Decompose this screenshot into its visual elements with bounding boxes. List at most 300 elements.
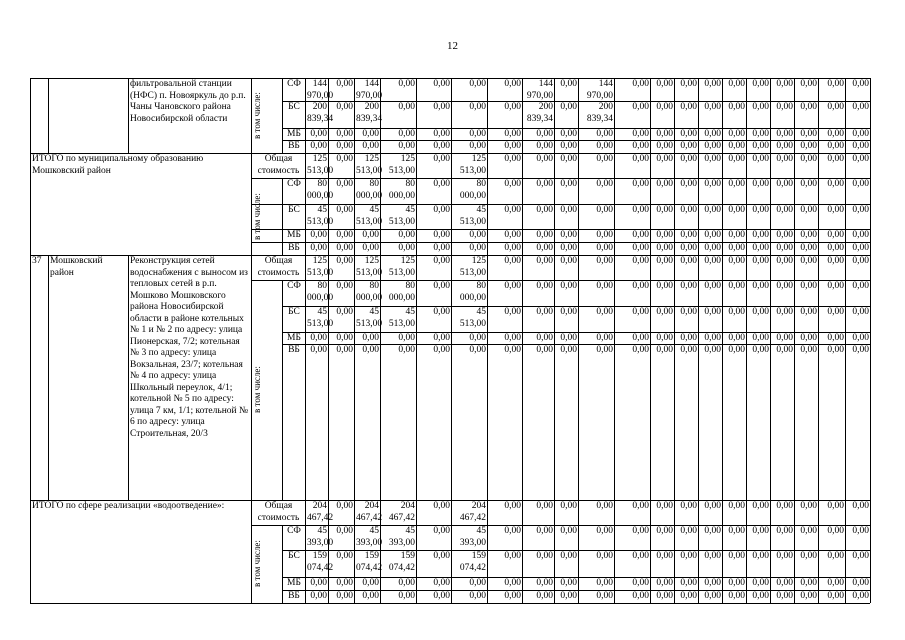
bs-row-value: 0,00 bbox=[776, 551, 793, 561]
vb-row-value: 0,00 bbox=[704, 141, 721, 151]
vb-row-value: 0,00 bbox=[310, 141, 327, 151]
sf-row-value: 0,00 bbox=[728, 179, 745, 189]
mb-row-value: 0,00 bbox=[827, 230, 844, 240]
mb-row-value: 0,00 bbox=[336, 578, 353, 588]
sf-row-value: 0,00 bbox=[560, 79, 577, 89]
bs-row-value: 0,00 bbox=[632, 551, 649, 561]
sf-row-value: 0,00 bbox=[596, 281, 613, 291]
source-label: БС bbox=[288, 551, 300, 561]
total-row-value: 0,00 bbox=[680, 256, 697, 266]
mb-row-value: 0,00 bbox=[800, 333, 817, 343]
sf-row-value: 0,00 bbox=[560, 281, 577, 291]
vertical-label: в том числе: bbox=[252, 366, 262, 414]
project-description: фильтровальной станции (НФС) п. Новояркуль до р.п. Чаны Чановского района Новосибирской области bbox=[130, 79, 246, 124]
vb-row-value: 0,00 bbox=[398, 243, 415, 253]
total-row-value: 0,00 bbox=[728, 256, 745, 266]
mb-row-value: 0,00 bbox=[632, 230, 649, 240]
bs-row-value: 0,00 bbox=[800, 102, 817, 112]
vb-row-value: 0,00 bbox=[656, 243, 673, 253]
column-line bbox=[305, 78, 306, 603]
bs-row-value: 45 513,00 bbox=[388, 307, 415, 329]
vb-row-value: 0,00 bbox=[362, 591, 379, 601]
vb-row-value: 0,00 bbox=[752, 591, 769, 601]
bs-row-value: 0,00 bbox=[560, 102, 577, 112]
bs-row-value: 159 074,42 bbox=[388, 551, 415, 573]
total-row-value: 0,00 bbox=[680, 154, 697, 164]
sf-row-value: 0,00 bbox=[504, 281, 521, 291]
mb-row-value: 0,00 bbox=[752, 129, 769, 139]
column-line bbox=[698, 78, 699, 603]
total-row-value: 0,00 bbox=[752, 256, 769, 266]
bs-row-value: 0,00 bbox=[800, 205, 817, 215]
bs-row-value: 0,00 bbox=[752, 551, 769, 561]
bs-row-value: 159 074,42 bbox=[356, 551, 383, 573]
sf-row-value: 0,00 bbox=[752, 79, 769, 89]
sf-row-value: 0,00 bbox=[852, 79, 869, 89]
column-line bbox=[282, 525, 283, 603]
sf-row-value: 0,00 bbox=[632, 179, 649, 189]
mb-row-value: 0,00 bbox=[827, 129, 844, 139]
bs-row-value: 0,00 bbox=[728, 102, 745, 112]
vb-row-value: 0,00 bbox=[632, 591, 649, 601]
total-row-value: 0,00 bbox=[827, 154, 844, 164]
total-row-value: 125 513,00 bbox=[307, 154, 334, 176]
bs-row-value: 0,00 bbox=[827, 102, 844, 112]
column-line bbox=[614, 78, 615, 603]
bs-row-value: 0,00 bbox=[827, 307, 844, 317]
sf-row-value: 0,00 bbox=[800, 179, 817, 189]
mb-row-value: 0,00 bbox=[536, 333, 553, 343]
column-line bbox=[818, 78, 819, 603]
total-row-value: 0,00 bbox=[800, 154, 817, 164]
mb-row-value: 0,00 bbox=[852, 230, 869, 240]
bs-row-value: 0,00 bbox=[469, 102, 486, 112]
mb-row-value: 0,00 bbox=[704, 129, 721, 139]
sf-row-value: 0,00 bbox=[776, 526, 793, 536]
bs-row-value: 0,00 bbox=[680, 205, 697, 215]
column-line bbox=[650, 78, 651, 603]
total-row-value: 0,00 bbox=[704, 154, 721, 164]
mb-row-value: 0,00 bbox=[362, 230, 379, 240]
mb-row-value: 0,00 bbox=[827, 333, 844, 343]
bs-row-value: 45 513,00 bbox=[356, 307, 383, 329]
mb-row-value: 0,00 bbox=[362, 578, 379, 588]
vb-row-value: 0,00 bbox=[433, 141, 450, 151]
vb-row-value: 0,00 bbox=[560, 345, 577, 355]
total-row-value: 125 513,00 bbox=[307, 256, 334, 278]
bs-row-value: 45 513,00 bbox=[307, 307, 334, 329]
bs-row-value: 0,00 bbox=[632, 307, 649, 317]
mb-row-value: 0,00 bbox=[752, 230, 769, 240]
bs-row-value: 0,00 bbox=[704, 307, 721, 317]
bs-row-value: 0,00 bbox=[536, 551, 553, 561]
bs-row-value: 0,00 bbox=[852, 307, 869, 317]
source-label: СФ bbox=[287, 179, 301, 189]
vb-row-value: 0,00 bbox=[310, 591, 327, 601]
source-label: ВБ bbox=[288, 243, 300, 253]
bs-row-value: 0,00 bbox=[504, 307, 521, 317]
vertical-label: в том числе: bbox=[252, 92, 262, 139]
vb-row-value: 0,00 bbox=[596, 345, 613, 355]
vb-row-value: 0,00 bbox=[362, 345, 379, 355]
column-line bbox=[794, 78, 795, 603]
source-label: ВБ bbox=[288, 141, 300, 151]
vb-row-value: 0,00 bbox=[656, 591, 673, 601]
column-line bbox=[380, 78, 381, 603]
mb-row-value: 0,00 bbox=[433, 129, 450, 139]
sf-row-value: 0,00 bbox=[752, 526, 769, 536]
sf-row-value: 0,00 bbox=[704, 179, 721, 189]
sf-row-value: 80 000,00 bbox=[356, 179, 383, 201]
itogo-label: ИТОГО по сфере реализации «водоотведение»: bbox=[32, 501, 225, 511]
mb-row-value: 0,00 bbox=[536, 129, 553, 139]
vb-row-value: 0,00 bbox=[776, 591, 793, 601]
vb-row-value: 0,00 bbox=[728, 591, 745, 601]
vb-row-value: 0,00 bbox=[827, 345, 844, 355]
source-label: МБ bbox=[287, 333, 301, 343]
bs-row-value: 0,00 bbox=[596, 307, 613, 317]
column-line bbox=[354, 78, 355, 603]
sf-row-value: 144 970,00 bbox=[586, 79, 613, 101]
sf-row-value: 0,00 bbox=[336, 79, 353, 89]
mb-row-value: 0,00 bbox=[752, 333, 769, 343]
total-cost-label: Общая стоимость bbox=[257, 256, 300, 278]
column-line bbox=[487, 78, 488, 603]
sf-row-value: 0,00 bbox=[728, 79, 745, 89]
vb-row-value: 0,00 bbox=[800, 345, 817, 355]
sf-row-value: 0,00 bbox=[433, 179, 450, 189]
sf-row-value: 0,00 bbox=[704, 281, 721, 291]
vb-row-value: 0,00 bbox=[827, 591, 844, 601]
mb-row-value: 0,00 bbox=[776, 333, 793, 343]
total-row-value: 0,00 bbox=[596, 501, 613, 511]
vb-row-value: 0,00 bbox=[504, 345, 521, 355]
vb-row-value: 0,00 bbox=[469, 591, 486, 601]
sf-row-value: 0,00 bbox=[656, 79, 673, 89]
bs-row-value: 0,00 bbox=[827, 205, 844, 215]
bs-row-value: 0,00 bbox=[852, 102, 869, 112]
vb-row-value: 0,00 bbox=[704, 243, 721, 253]
bs-row-value: 0,00 bbox=[704, 551, 721, 561]
bs-row-value: 159 074,42 bbox=[307, 551, 334, 573]
vb-row-value: 0,00 bbox=[656, 345, 673, 355]
column-line bbox=[282, 178, 283, 255]
sf-row-value: 0,00 bbox=[536, 281, 553, 291]
sf-row-value: 45 393,00 bbox=[356, 526, 383, 548]
total-row-value: 0,00 bbox=[852, 501, 869, 511]
sf-row-value: 80 000,00 bbox=[307, 179, 334, 201]
total-row-value: 0,00 bbox=[776, 154, 793, 164]
total-cost-label: Общая стоимость bbox=[257, 501, 300, 523]
vb-row-value: 0,00 bbox=[680, 591, 697, 601]
vb-row-value: 0,00 bbox=[776, 243, 793, 253]
table-left-border bbox=[30, 78, 31, 603]
bs-row-value: 0,00 bbox=[852, 551, 869, 561]
source-label: МБ bbox=[287, 578, 301, 588]
column-line bbox=[554, 78, 555, 603]
total-row-value: 0,00 bbox=[656, 501, 673, 511]
total-row-value: 0,00 bbox=[704, 256, 721, 266]
vb-row-value: 0,00 bbox=[728, 141, 745, 151]
bs-row-value: 0,00 bbox=[680, 551, 697, 561]
sf-row-value: 0,00 bbox=[704, 526, 721, 536]
total-row-value: 0,00 bbox=[656, 154, 673, 164]
vb-row-value: 0,00 bbox=[680, 243, 697, 253]
vb-row-value: 0,00 bbox=[800, 141, 817, 151]
column-line bbox=[674, 78, 675, 603]
total-row-value: 0,00 bbox=[852, 256, 869, 266]
bs-row-value: 0,00 bbox=[656, 102, 673, 112]
bs-row-value: 0,00 bbox=[536, 307, 553, 317]
total-row-value: 0,00 bbox=[560, 256, 577, 266]
vb-row-value: 0,00 bbox=[656, 141, 673, 151]
vb-row-value: 0,00 bbox=[433, 243, 450, 253]
mb-row-value: 0,00 bbox=[560, 230, 577, 240]
total-row-value: 0,00 bbox=[336, 501, 353, 511]
mb-row-value: 0,00 bbox=[704, 578, 721, 588]
vb-row-value: 0,00 bbox=[752, 345, 769, 355]
bs-row-value: 0,00 bbox=[560, 205, 577, 215]
vb-row-value: 0,00 bbox=[560, 591, 577, 601]
sf-row-value: 80 000,00 bbox=[356, 281, 383, 303]
bs-row-value: 45 513,00 bbox=[459, 307, 486, 329]
mb-row-value: 0,00 bbox=[469, 578, 486, 588]
mb-row-value: 0,00 bbox=[632, 129, 649, 139]
bs-row-value: 0,00 bbox=[433, 102, 450, 112]
sf-row-value: 0,00 bbox=[336, 281, 353, 291]
mb-row-value: 0,00 bbox=[310, 578, 327, 588]
total-row-value: 0,00 bbox=[680, 501, 697, 511]
vb-row-value: 0,00 bbox=[827, 243, 844, 253]
vb-row-value: 0,00 bbox=[469, 345, 486, 355]
column-line bbox=[128, 78, 129, 153]
vb-row-value: 0,00 bbox=[398, 591, 415, 601]
bs-row-value: 0,00 bbox=[336, 102, 353, 112]
vb-row-value: 0,00 bbox=[596, 243, 613, 253]
source-label: ВБ bbox=[288, 591, 300, 601]
bs-row-value: 0,00 bbox=[433, 551, 450, 561]
bs-row-value: 0,00 bbox=[680, 102, 697, 112]
mb-row-value: 0,00 bbox=[469, 129, 486, 139]
sf-row-value: 0,00 bbox=[596, 179, 613, 189]
mb-row-value: 0,00 bbox=[560, 578, 577, 588]
mb-row-value: 0,00 bbox=[728, 578, 745, 588]
bs-row-value: 0,00 bbox=[596, 551, 613, 561]
mb-row-value: 0,00 bbox=[728, 129, 745, 139]
vb-row-value: 0,00 bbox=[310, 345, 327, 355]
vb-row-value: 0,00 bbox=[827, 141, 844, 151]
source-label: ВБ bbox=[288, 345, 300, 355]
mb-row-value: 0,00 bbox=[504, 333, 521, 343]
source-label: БС bbox=[288, 205, 300, 215]
vb-row-value: 0,00 bbox=[800, 243, 817, 253]
sf-row-value: 0,00 bbox=[433, 79, 450, 89]
bs-row-value: 0,00 bbox=[704, 102, 721, 112]
sf-row-value: 0,00 bbox=[852, 281, 869, 291]
mb-row-value: 0,00 bbox=[752, 578, 769, 588]
mb-row-value: 0,00 bbox=[362, 129, 379, 139]
sf-row-value: 0,00 bbox=[680, 179, 697, 189]
total-row-value: 0,00 bbox=[336, 256, 353, 266]
bs-row-value: 0,00 bbox=[632, 205, 649, 215]
mb-row-value: 0,00 bbox=[398, 578, 415, 588]
total-row-value: 0,00 bbox=[728, 501, 745, 511]
mb-row-value: 0,00 bbox=[433, 230, 450, 240]
mb-row-value: 0,00 bbox=[596, 129, 613, 139]
bs-row-value: 0,00 bbox=[504, 102, 521, 112]
total-row-value: 0,00 bbox=[504, 256, 521, 266]
sf-row-value: 0,00 bbox=[800, 79, 817, 89]
bs-row-value: 0,00 bbox=[776, 102, 793, 112]
bs-row-value: 200 839,34 bbox=[356, 102, 383, 124]
bs-row-value: 0,00 bbox=[336, 307, 353, 317]
sf-row-value: 0,00 bbox=[776, 281, 793, 291]
mb-row-value: 0,00 bbox=[560, 333, 577, 343]
vb-row-value: 0,00 bbox=[433, 345, 450, 355]
vb-row-value: 0,00 bbox=[596, 591, 613, 601]
sf-row-value: 0,00 bbox=[752, 281, 769, 291]
mb-row-value: 0,00 bbox=[776, 578, 793, 588]
sf-row-value: 0,00 bbox=[656, 526, 673, 536]
source-label: МБ bbox=[287, 230, 301, 240]
vb-row-value: 0,00 bbox=[752, 141, 769, 151]
sf-row-value: 0,00 bbox=[728, 526, 745, 536]
mb-row-value: 0,00 bbox=[469, 230, 486, 240]
sf-row-value: 0,00 bbox=[596, 526, 613, 536]
bs-row-value: 45 513,00 bbox=[307, 205, 334, 227]
source-label: МБ bbox=[287, 129, 301, 139]
total-row-value: 0,00 bbox=[632, 256, 649, 266]
vb-row-value: 0,00 bbox=[504, 141, 521, 151]
total-row-value: 204 467,42 bbox=[356, 501, 383, 523]
total-row-value: 0,00 bbox=[433, 501, 450, 511]
vb-row-value: 0,00 bbox=[336, 141, 353, 151]
total-row-value: 125 513,00 bbox=[388, 154, 415, 176]
sf-row-value: 80 000,00 bbox=[388, 281, 415, 303]
bs-row-value: 0,00 bbox=[800, 307, 817, 317]
sf-row-value: 80 000,00 bbox=[459, 179, 486, 201]
sf-row-value: 0,00 bbox=[704, 79, 721, 89]
sf-row-value: 0,00 bbox=[536, 179, 553, 189]
sf-row-value: 0,00 bbox=[800, 526, 817, 536]
total-row-value: 0,00 bbox=[536, 256, 553, 266]
vb-row-value: 0,00 bbox=[310, 243, 327, 253]
bs-row-value: 0,00 bbox=[852, 205, 869, 215]
mb-row-value: 0,00 bbox=[536, 230, 553, 240]
sf-row-value: 0,00 bbox=[632, 526, 649, 536]
total-row-value: 0,00 bbox=[852, 154, 869, 164]
mb-row-value: 0,00 bbox=[852, 578, 869, 588]
mb-row-value: 0,00 bbox=[852, 129, 869, 139]
column-line bbox=[451, 78, 452, 603]
mb-row-value: 0,00 bbox=[310, 129, 327, 139]
sf-row-value: 0,00 bbox=[680, 526, 697, 536]
bs-row-value: 0,00 bbox=[433, 307, 450, 317]
bs-row-value: 0,00 bbox=[728, 307, 745, 317]
total-row-value: 0,00 bbox=[704, 501, 721, 511]
mb-row-value: 0,00 bbox=[680, 578, 697, 588]
vb-row-value: 0,00 bbox=[560, 141, 577, 151]
vb-row-value: 0,00 bbox=[469, 243, 486, 253]
sf-row-value: 45 393,00 bbox=[388, 526, 415, 548]
column-line bbox=[522, 78, 523, 603]
mb-row-value: 0,00 bbox=[776, 230, 793, 240]
total-row-value: 0,00 bbox=[560, 154, 577, 164]
bs-row-value: 0,00 bbox=[827, 551, 844, 561]
itogo-label: ИТОГО по муниципальному образованию Мошковский район bbox=[32, 154, 204, 176]
mb-row-value: 0,00 bbox=[310, 333, 327, 343]
mb-row-value: 0,00 bbox=[728, 230, 745, 240]
vb-row-value: 0,00 bbox=[398, 345, 415, 355]
total-row-value: 125 513,00 bbox=[459, 154, 486, 176]
source-label: БС bbox=[288, 307, 300, 317]
bs-row-value: 0,00 bbox=[704, 205, 721, 215]
vb-row-value: 0,00 bbox=[336, 345, 353, 355]
source-label: СФ bbox=[287, 79, 301, 89]
bs-row-value: 0,00 bbox=[776, 205, 793, 215]
total-row-value: 0,00 bbox=[800, 501, 817, 511]
mb-row-value: 0,00 bbox=[632, 578, 649, 588]
sf-row-value: 0,00 bbox=[469, 79, 486, 89]
mb-row-value: 0,00 bbox=[336, 230, 353, 240]
vb-row-value: 0,00 bbox=[776, 141, 793, 151]
vb-row-value: 0,00 bbox=[536, 243, 553, 253]
sf-row-value: 0,00 bbox=[504, 526, 521, 536]
vb-row-value: 0,00 bbox=[728, 243, 745, 253]
sf-row-value: 0,00 bbox=[656, 281, 673, 291]
source-label: СФ bbox=[287, 281, 301, 291]
column-line bbox=[328, 78, 329, 603]
total-row-value: 0,00 bbox=[433, 154, 450, 164]
total-row-value: 0,00 bbox=[776, 256, 793, 266]
sf-row-value: 144 970,00 bbox=[356, 79, 383, 101]
column-line bbox=[722, 78, 723, 603]
total-row-value: 0,00 bbox=[827, 501, 844, 511]
total-row-value: 0,00 bbox=[632, 501, 649, 511]
column-line bbox=[282, 280, 283, 500]
bs-row-value: 0,00 bbox=[752, 205, 769, 215]
item-district: Мошковский район bbox=[50, 256, 103, 278]
vb-row-value: 0,00 bbox=[536, 345, 553, 355]
vb-row-value: 0,00 bbox=[536, 591, 553, 601]
vb-row-value: 0,00 bbox=[362, 141, 379, 151]
sf-row-value: 0,00 bbox=[776, 179, 793, 189]
item-number: 37 bbox=[32, 256, 42, 266]
sf-row-value: 0,00 bbox=[680, 79, 697, 89]
mb-row-value: 0,00 bbox=[656, 578, 673, 588]
bs-row-value: 0,00 bbox=[398, 102, 415, 112]
vb-row-value: 0,00 bbox=[632, 345, 649, 355]
bs-row-value: 200 839,34 bbox=[586, 102, 613, 124]
sf-row-value: 0,00 bbox=[827, 179, 844, 189]
mb-row-value: 0,00 bbox=[680, 230, 697, 240]
bs-row-value: 0,00 bbox=[752, 102, 769, 112]
source-label: БС bbox=[288, 102, 300, 112]
sf-row-value: 80 000,00 bbox=[388, 179, 415, 201]
vb-row-value: 0,00 bbox=[536, 141, 553, 151]
total-row-value: 204 467,42 bbox=[307, 501, 334, 523]
vb-row-value: 0,00 bbox=[680, 345, 697, 355]
sf-row-value: 0,00 bbox=[504, 179, 521, 189]
mb-row-value: 0,00 bbox=[336, 333, 353, 343]
vb-row-value: 0,00 bbox=[728, 345, 745, 355]
mb-row-value: 0,00 bbox=[504, 230, 521, 240]
vb-row-value: 0,00 bbox=[362, 243, 379, 253]
mb-row-value: 0,00 bbox=[800, 129, 817, 139]
total-row-value: 0,00 bbox=[728, 154, 745, 164]
sf-row-value: 0,00 bbox=[800, 281, 817, 291]
total-row-value: 0,00 bbox=[827, 256, 844, 266]
